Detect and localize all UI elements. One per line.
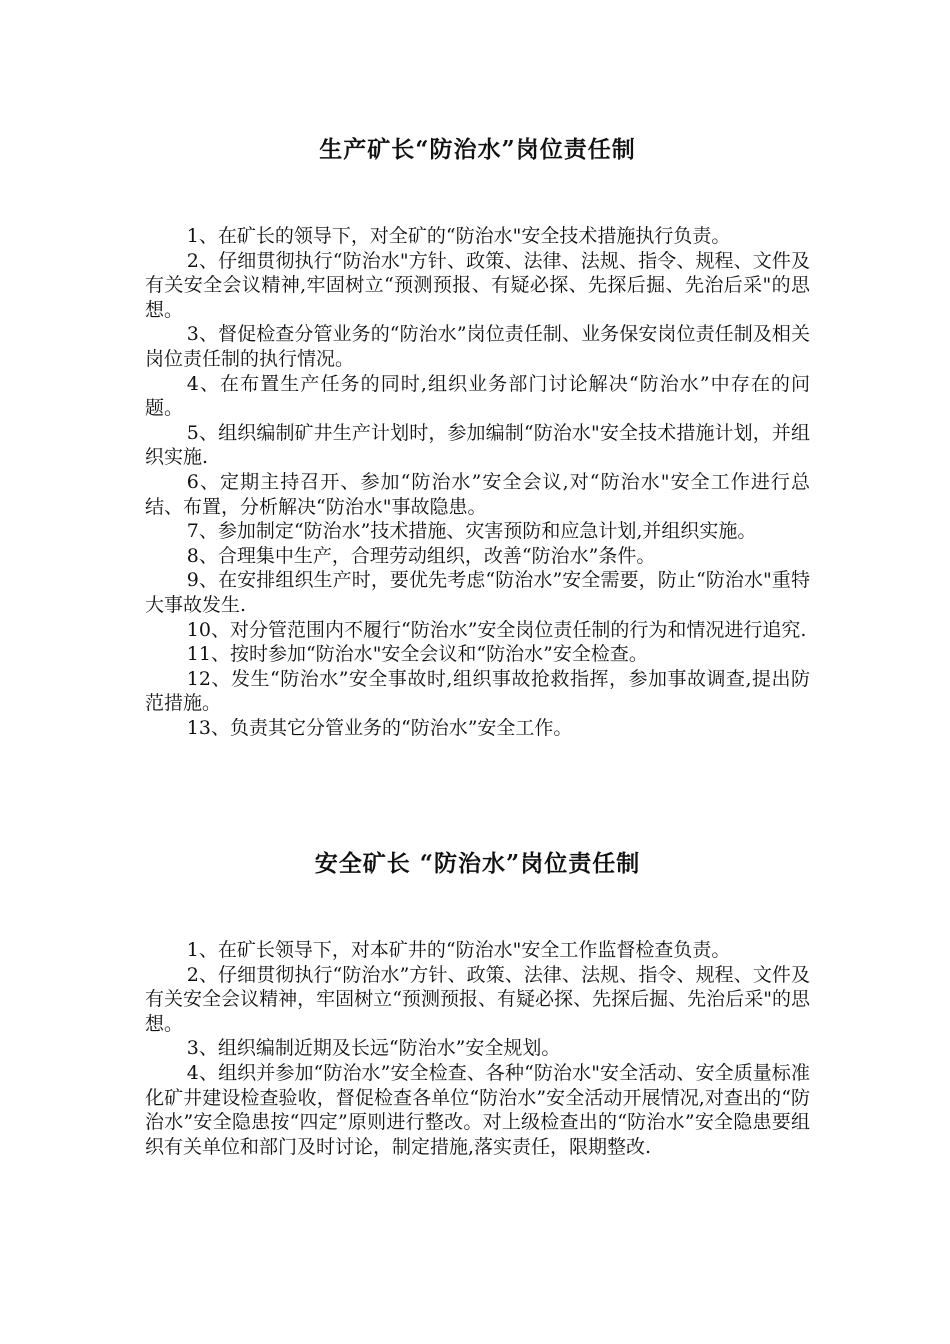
list-item: 5、组织编制矿井生产计划时，参加编制“防治水"安全技术措施计划，并组织实施. bbox=[145, 421, 810, 469]
list-item: 11、按时参加“防治水"安全会议和“防治水”安全检查。 bbox=[186, 643, 648, 666]
list-item: 10、对分管范围内不履行“防治水”安全岗位责任制的行为和情况进行追究. bbox=[186, 618, 807, 641]
list-item: 4、组织并参加“防治水”安全检查、各种“防治水"安全活动、安全质量标准化矿井建设检查验收，督促检查各单位“防治水”安全活动开展情况,对查出的“防治水”安全隐患按“四定”原则进行整改。对上级检查出的“防治水”安全隐患要组织有关单位和部门及时讨论，制定措施,落实责任，限期整改. bbox=[145, 1061, 810, 1158]
list-item: 2、仔细贯彻执行“防治水”方针、政策、法律、法规、指令、规程、文件及有关安全会议精神，牢固树立“预测预报、有疑必探、先探后掘、先治后采"的思想。 bbox=[145, 963, 810, 1035]
list-item: 9、在安排组织生产时，要优先考虑“防治水”安全需要，防止“防治水"重特大事故发生. bbox=[145, 569, 810, 616]
section-title: 生产矿长“防治水”岗位责任制 bbox=[319, 136, 636, 163]
section-title: 安全矿长 “防治水”岗位责任制 bbox=[314, 850, 641, 877]
list-item: 8、合理集中生产，合理劳动组织，改善“防治水”条件。 bbox=[186, 544, 656, 567]
list-item: 1、在矿长领导下，对本矿井的“防治水"安全工作监督检查负责。 bbox=[186, 939, 731, 961]
list-item: 7、参加制定“防治水”技术措施、灾害预防和应急计划,并组织实施。 bbox=[186, 520, 757, 543]
section-production-mine-manager bbox=[145, 134, 810, 740]
list-item: 13、负责其它分管业务的“防治水”安全工作。 bbox=[186, 716, 573, 739]
list-item: 3、督促检查分管业务的“防治水”岗位责任制、业务保安岗位责任制及相关岗位责任制的执行情况。 bbox=[145, 323, 810, 370]
list-item: 4、在布置生产任务的同时,组织业务部门讨论解决“防治水”中存在的问题。 bbox=[145, 372, 810, 420]
list-item: 2、仔细贯彻执行“防治水"方针、政策、法律、法规、指令、规程、文件及有关安全会议精神,牢固树立“预测预报、有疑必探、先探后掘、先治后采"的思想。 bbox=[145, 249, 810, 321]
list-item: 3、组织编制近期及长远“防治水”安全规划。 bbox=[186, 1037, 561, 1060]
list-item: 6、定期主持召开、参加“防治水”安全会议,对“防治水"安全工作进行总结、布置，分析解决“防治水"事故隐患。 bbox=[145, 470, 810, 518]
list-item: 12、发生“防治水”安全事故时,组织事故抢救指挥，参加事故调查,提出防范措施。 bbox=[145, 667, 810, 715]
section-safety-mine-manager bbox=[145, 848, 810, 1159]
list-item: 1、在矿长的领导下，对全矿的“防治水"安全技术措施执行负责。 bbox=[186, 225, 731, 247]
